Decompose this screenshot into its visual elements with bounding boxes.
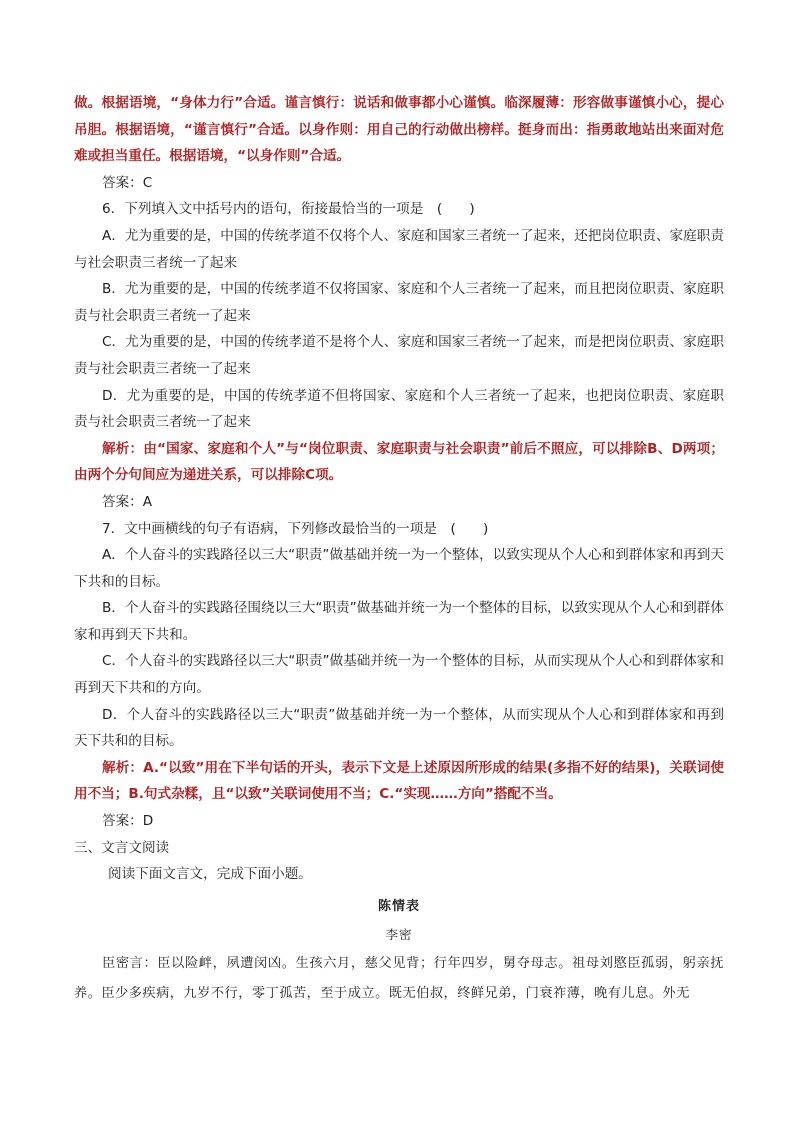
reading-instruction: 阅读下面文言文，完成下面小题。: [108, 866, 312, 883]
q6-stem: 6．下列填入文中括号内的语句，衔接最恰当的一项是 ( ): [102, 201, 475, 218]
q7-analysis-text: 解析：A.“以致”用在下半句话的开头，表示下文是上述原因所形成的结果(多指不好的结果)，关联词使用不当；B.句式杂糅，且“以致”关联词使用不当；C.“实现……方向”搭配不当。: [74, 759, 724, 803]
q7-stem: 7．文中画横线的句子有语病，下列修改最恰当的一项是 ( ): [102, 520, 489, 537]
q7-option-d: D．个人奋斗的实践路径以三大“职责”做基础并统一为一个整体，从而实现从个人心和到群体家和再到天下共和的目标。: [74, 706, 724, 750]
document-page: [74, 90, 724, 1009]
passage-author: 李密: [385, 927, 413, 943]
q6-option-a: A．尤为重要的是，中国的传统孝道不仅将个人、家庭和国家三者统一了起来，还把岗位职责、家庭职责与社会职责三者统一了起来: [74, 227, 724, 271]
q7-option-a: A．个人奋斗的实践路径以三大“职责”做基础并统一为一个整体，以致实现从个人心和到群体家和再到天下共和的目标。: [74, 547, 724, 590]
passage-body: 臣密言：臣以险衅，夙遭闵凶。生孩六月，慈父见背；行年四岁，舅夺母志。祖母刘愍臣孤弱，躬亲抚养。臣少多疾病，九岁不行，零丁孤苦，至于成立。既无伯叔，终鲜兄弟，门衰祚薄，晚有儿息。外无: [74, 956, 724, 1001]
q7-option-c: C．个人奋斗的实践路径以三大“职责”做基础并统一为一个整体的目标，从而实现从个人心和到群体家和再到天下共和的方向。: [74, 653, 724, 697]
q7-option-b: B．个人奋斗的实践路径围绕以三大“职责”做基础并统一为一个整体的目标，以致实现从个人心和到群体家和再到天下共和。: [74, 600, 724, 643]
section-heading: 三、文言文阅读: [74, 839, 170, 856]
q5-answer: 答案：C: [102, 174, 153, 191]
q6-analysis-text: 解析：由“国家、家庭和个人”与“岗位职责、家庭职责与社会职责”前后不照应，可以排除B、D两项；由两个分句间应为递进关系，可以排除C项。: [74, 440, 724, 484]
q7-answer: 答案：D: [102, 813, 154, 830]
passage-title: 陈情表: [377, 898, 420, 914]
q6-answer: 答案：A: [102, 493, 153, 510]
q6-option-b: B．尤为重要的是，中国的传统孝道不仅将国家、家庭和个人三者统一了起来，而且把岗位职责、家庭职责与社会职责三者统一了起来: [74, 281, 724, 324]
q6-option-c: C．尤为重要的是，中国的传统孝道不是将个人、家庭和国家三者统一了起来，而是把岗位职责、家庭职责与社会职责三者统一了起来: [74, 334, 724, 377]
q6-option-d: D．尤为重要的是，中国的传统孝道不但将国家、家庭和个人三者统一了起来，也把岗位职责、家庭职责与社会职责三者统一了起来: [74, 387, 724, 431]
q5-analysis-text: 做。根据语境，“身体力行”合适。谨言慎行：说话和做事都小心谨慎。临深履薄：形容做事谨慎小心，提心吊胆。根据语境，“谨言慎行”合适。以身作则：用自己的行动做出榜样。挺身而出：指勇敢地站出来面对危难或担当重任。根据语境，“以身作则”合适。: [74, 95, 724, 165]
